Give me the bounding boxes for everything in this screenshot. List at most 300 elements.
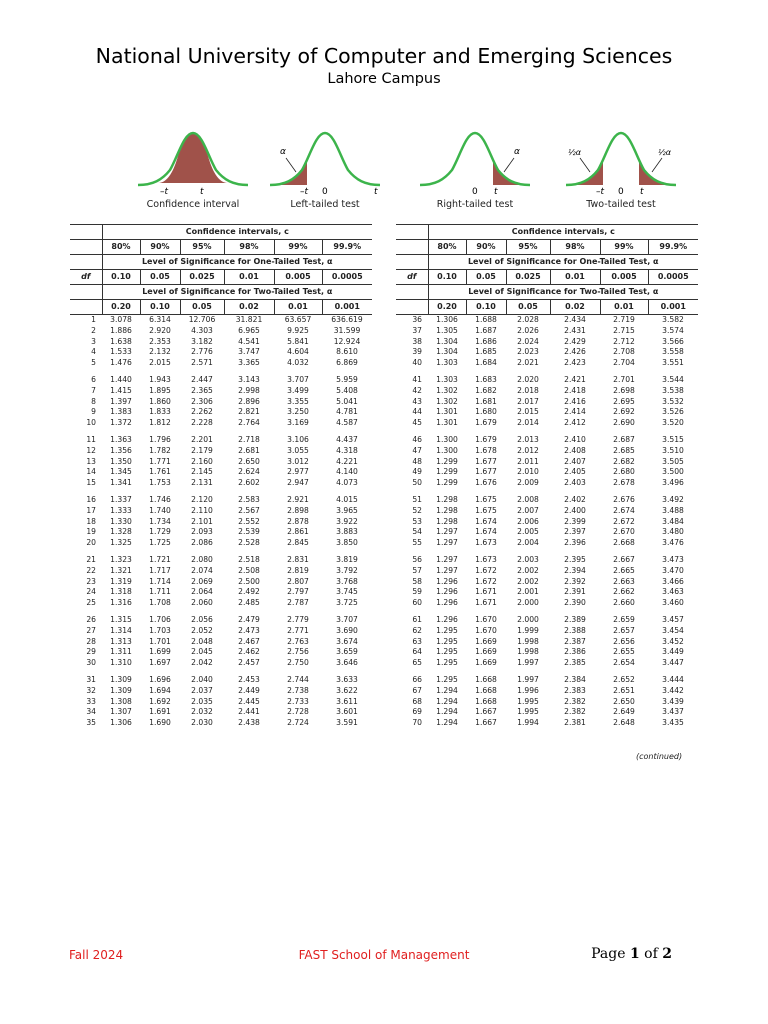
critical-value-cell: 1.321: [110, 565, 132, 575]
table-row: [396, 577, 698, 588]
critical-value-cell: 1.708: [149, 598, 171, 608]
critical-value-cell: 1.998: [517, 636, 539, 646]
confidence-level: 80%: [102, 240, 140, 255]
footer-term: Fall 2024: [69, 948, 124, 962]
df-cell: 44: [412, 407, 422, 417]
t-table-left: [70, 224, 372, 729]
critical-value-cell: 3.538: [662, 385, 684, 395]
critical-value-cell: 2.400: [564, 505, 586, 515]
df-cell: 66: [412, 674, 422, 684]
critical-value-cell: 3.457: [662, 614, 684, 624]
critical-value-cell: 1.297: [436, 538, 458, 548]
critical-value-cell: 2.426: [564, 347, 586, 357]
critical-value-cell: 1.771: [149, 456, 171, 466]
critical-value-cell: 2.756: [287, 647, 309, 657]
df-cell: 20: [86, 538, 96, 548]
df-cell: 12: [86, 445, 96, 455]
critical-value-cell: 3.505: [662, 456, 684, 466]
left-tailed-caption: Left-tailed test: [290, 199, 360, 210]
df-cell: 27: [86, 625, 96, 635]
critical-value-cell: 5.959: [336, 374, 358, 384]
df-cell: 9: [91, 407, 96, 417]
table-row: [70, 337, 372, 348]
critical-value-cell: 1.304: [436, 336, 458, 346]
critical-value-cell: 3.437: [662, 707, 684, 717]
table-row: [70, 489, 372, 506]
critical-value-cell: 2.069: [191, 576, 213, 586]
left-tailed-curve: [270, 128, 380, 210]
table-row: [70, 566, 372, 577]
critical-value-cell: 1.297: [436, 554, 458, 564]
critical-value-cell: 1.307: [110, 707, 132, 717]
critical-value-cell: 9.925: [287, 325, 309, 335]
df-cell: 68: [412, 696, 422, 706]
critical-value-cell: 1.677: [475, 467, 497, 477]
critical-value-cell: 3.659: [336, 647, 358, 657]
critical-value-cell: 2.396: [564, 538, 586, 548]
critical-value-cell: 1.350: [110, 456, 132, 466]
critical-value-cell: 1.668: [475, 685, 497, 695]
critical-value-cell: 2.462: [238, 647, 260, 657]
df-cell: 60: [412, 598, 422, 608]
critical-value-cell: 2.682: [613, 456, 635, 466]
critical-value-cell: 1.999: [517, 625, 539, 635]
critical-value-cell: 2.434: [564, 315, 586, 324]
df-cell: 37: [412, 325, 422, 335]
page-prefix: Page: [591, 946, 630, 962]
critical-value-cell: 1.682: [475, 385, 497, 395]
central-shaded-area: [158, 133, 228, 183]
critical-value-cell: 1.711: [149, 587, 171, 597]
critical-value-cell: 1.680: [475, 407, 497, 417]
critical-value-cell: 2.845: [287, 538, 309, 548]
critical-value-cell: 2.670: [613, 527, 635, 537]
two-tailed-title: Level of Significance for Two-Tailed Test, α: [428, 285, 698, 300]
critical-value-cell: 1.300: [436, 434, 458, 444]
critical-value-cell: 3.452: [662, 636, 684, 646]
critical-value-cell: 2.402: [564, 494, 586, 504]
df-cell: 22: [86, 565, 96, 575]
table-row: [396, 669, 698, 686]
critical-value-cell: 2.382: [564, 707, 586, 717]
critical-value-cell: 4.437: [336, 434, 358, 444]
table-row: [70, 506, 372, 517]
one-tailed-value: 0.0005: [322, 270, 372, 285]
table-row: [70, 418, 372, 429]
table-row: [396, 418, 698, 429]
table-row: [70, 407, 372, 418]
critical-value-cell: 2.042: [191, 658, 213, 668]
table-row: [396, 626, 698, 637]
table-row: [70, 577, 372, 588]
critical-value-cell: 2.035: [191, 696, 213, 706]
critical-value-cell: 1.302: [436, 396, 458, 406]
df-cell: 15: [86, 478, 96, 488]
critical-value-cell: 1.667: [475, 707, 497, 717]
df-cell: 55: [412, 538, 422, 548]
critical-value-cell: 1.943: [149, 374, 171, 384]
table-row: [70, 446, 372, 457]
critical-value-cell: 1.301: [436, 418, 458, 428]
df-cell: 7: [91, 385, 96, 395]
critical-value-cell: 1.683: [475, 374, 497, 384]
critical-value-cell: 4.221: [336, 456, 358, 466]
table-row: [396, 429, 698, 446]
critical-value-cell: 1.669: [475, 636, 497, 646]
critical-value-cell: 2.410: [564, 434, 586, 444]
critical-value-cell: 3.582: [662, 315, 684, 324]
critical-value-cell: 2.819: [287, 565, 309, 575]
critical-value-cell: 2.004: [517, 538, 539, 548]
neg-t-label: –t: [300, 187, 309, 197]
critical-value-cell: 2.457: [238, 658, 260, 668]
critical-value-cell: 1.684: [475, 358, 497, 368]
critical-value-cell: 1.372: [110, 418, 132, 428]
critical-value-cell: 2.667: [613, 554, 635, 564]
critical-value-cell: 3.532: [662, 396, 684, 406]
critical-value-cell: 1.995: [517, 696, 539, 706]
t-label: t: [374, 187, 378, 197]
critical-value-cell: 2.831: [287, 554, 309, 564]
table-row: [396, 446, 698, 457]
critical-value-cell: 2.015: [149, 358, 171, 368]
confidence-level: 80%: [428, 240, 466, 255]
critical-value-cell: 4.073: [336, 478, 358, 488]
critical-value-cell: 2.485: [238, 598, 260, 608]
df-cell: 63: [412, 636, 422, 646]
critical-value-cell: 1.746: [149, 494, 171, 504]
critical-value-cell: 1.672: [475, 576, 497, 586]
critical-value-cell: 3.633: [336, 674, 358, 684]
critical-value-cell: 1.669: [475, 658, 497, 668]
critical-value-cell: 4.781: [336, 407, 358, 417]
critical-value-cell: 3.143: [238, 374, 260, 384]
critical-value-cell: 2.659: [613, 614, 635, 624]
critical-value-cell: 2.381: [564, 718, 586, 728]
critical-value-cell: 3.544: [662, 374, 684, 384]
df-cell: 8: [91, 396, 96, 406]
critical-value-cell: 1.297: [436, 565, 458, 575]
critical-value-cell: 3.499: [287, 385, 309, 395]
critical-value-cell: 2.014: [517, 418, 539, 428]
critical-value-cell: 2.648: [613, 718, 635, 728]
confidence-level: 99.9%: [322, 240, 372, 255]
critical-value-cell: 1.638: [110, 336, 132, 346]
table-row: [396, 386, 698, 397]
confidence-level: 99.9%: [648, 240, 698, 255]
critical-value-cell: 3.055: [287, 445, 309, 455]
critical-value-cell: 2.447: [191, 374, 213, 384]
critical-value-cell: 1.306: [110, 718, 132, 728]
table-row: [396, 489, 698, 506]
one-tailed-value: 0.005: [274, 270, 322, 285]
critical-value-cell: 2.528: [238, 538, 260, 548]
critical-value-cell: 1.761: [149, 467, 171, 477]
page-number: [591, 946, 672, 962]
critical-value-cell: 2.787: [287, 598, 309, 608]
df-cell: 26: [86, 614, 96, 624]
critical-value-cell: 1.678: [475, 445, 497, 455]
neg-t-label: –t: [160, 187, 169, 197]
critical-value-cell: 2.101: [191, 516, 213, 526]
table-row: [396, 549, 698, 566]
critical-value-cell: 2.012: [517, 445, 539, 455]
critical-value-cell: 3.591: [336, 718, 358, 728]
critical-value-cell: 1.691: [149, 707, 171, 717]
critical-value-cell: 1.314: [110, 625, 132, 635]
critical-value-cell: 2.690: [613, 418, 635, 428]
critical-value-cell: 1.316: [110, 598, 132, 608]
critical-value-cell: 3.355: [287, 396, 309, 406]
critical-value-cell: 2.002: [517, 565, 539, 575]
critical-value-cell: 1.673: [475, 538, 497, 548]
critical-value-cell: 2.382: [564, 696, 586, 706]
confidence-level: 95%: [506, 240, 550, 255]
two-tailed-value: 0.05: [180, 300, 224, 315]
critical-value-cell: 2.145: [191, 467, 213, 477]
df-cell: 65: [412, 658, 422, 668]
critical-value-cell: 2.680: [613, 467, 635, 477]
critical-value-cell: 1.298: [436, 516, 458, 526]
critical-value-cell: 3.476: [662, 538, 684, 548]
df-cell: 42: [412, 385, 422, 395]
critical-value-cell: 2.160: [191, 456, 213, 466]
critical-value-cell: 2.438: [238, 718, 260, 728]
critical-value-cell: 1.672: [475, 565, 497, 575]
critical-value-cell: 1.304: [436, 347, 458, 357]
critical-value-cell: 2.018: [517, 385, 539, 395]
normal-curve-line: [566, 133, 676, 185]
page-current: 1: [629, 946, 640, 962]
critical-value-cell: 31.599: [333, 325, 361, 335]
critical-value-cell: 3.492: [662, 494, 684, 504]
critical-value-cell: 1.697: [149, 658, 171, 668]
critical-value-cell: 4.140: [336, 467, 358, 477]
critical-value-cell: 2.571: [191, 358, 213, 368]
critical-value-cell: 1.302: [436, 385, 458, 395]
one-tailed-title: Level of Significance for One-Tailed Test, α: [428, 255, 698, 270]
critical-value-cell: 3.449: [662, 647, 684, 657]
critical-value-cell: 2.898: [287, 505, 309, 515]
confidence-level: 99%: [600, 240, 648, 255]
confidence-level: 99%: [274, 240, 322, 255]
df-cell: 21: [86, 554, 96, 564]
two-tailed-value: 0.10: [140, 300, 180, 315]
critical-value-cell: 2.698: [613, 385, 635, 395]
critical-value-cell: 2.701: [613, 374, 635, 384]
neg-t-label: –t: [596, 187, 605, 197]
critical-value-cell: 2.015: [517, 407, 539, 417]
critical-value-cell: 6.869: [336, 358, 358, 368]
critical-value-cell: 2.650: [613, 696, 635, 706]
critical-value-cell: 2.467: [238, 636, 260, 646]
table-row: [396, 467, 698, 478]
critical-value-cell: 3.466: [662, 576, 684, 586]
critical-value-cell: 1.440: [110, 374, 132, 384]
critical-value-cell: 3.725: [336, 598, 358, 608]
critical-value-cell: 2.695: [613, 396, 635, 406]
critical-value-cell: 1.995: [517, 707, 539, 717]
critical-value-cell: 2.390: [564, 598, 586, 608]
critical-value-cell: 1.356: [110, 445, 132, 455]
page-subtitle: Lahore Campus: [327, 71, 441, 87]
critical-value-cell: 2.394: [564, 565, 586, 575]
critical-value-cell: 1.860: [149, 396, 171, 406]
df-cell: 30: [86, 658, 96, 668]
critical-value-cell: 1.296: [436, 576, 458, 586]
critical-value-cell: 1.679: [475, 418, 497, 428]
df-cell: 45: [412, 418, 422, 428]
critical-value-cell: 2.552: [238, 516, 260, 526]
critical-value-cell: 2.668: [613, 538, 635, 548]
t-table-left-body: [70, 315, 372, 729]
critical-value-cell: 3.500: [662, 467, 684, 477]
critical-value-cell: 1.294: [436, 718, 458, 728]
critical-value-cell: 2.179: [191, 445, 213, 455]
critical-value-cell: 2.000: [517, 598, 539, 608]
critical-value-cell: 2.807: [287, 576, 309, 586]
table-row: [70, 527, 372, 538]
two-tailed-value: 0.02: [224, 300, 274, 315]
critical-value-cell: 2.365: [191, 385, 213, 395]
critical-value-cell: 2.030: [191, 718, 213, 728]
t-label: t: [494, 187, 498, 197]
table-row: [70, 549, 372, 566]
critical-value-cell: 1.994: [517, 718, 539, 728]
one-tailed-value: 0.01: [550, 270, 600, 285]
critical-value-cell: 2.399: [564, 516, 586, 526]
critical-value-cell: 1.670: [475, 625, 497, 635]
critical-value-cell: 3.850: [336, 538, 358, 548]
critical-value-cell: 1.296: [436, 598, 458, 608]
table-row: [70, 478, 372, 489]
critical-value-cell: 2.037: [191, 685, 213, 695]
df-cell: 69: [412, 707, 422, 717]
df-cell: 54: [412, 527, 422, 537]
critical-value-cell: 1.668: [475, 674, 497, 684]
critical-value-cell: 2.998: [238, 385, 260, 395]
critical-value-cell: 1.740: [149, 505, 171, 515]
critical-value-cell: 2.724: [287, 718, 309, 728]
critical-value-cell: 2.003: [517, 554, 539, 564]
critical-value-cell: 2.567: [238, 505, 260, 515]
table-row: [70, 457, 372, 468]
df-cell: 29: [86, 647, 96, 657]
critical-value-cell: 2.052: [191, 625, 213, 635]
table-row: [396, 527, 698, 538]
critical-value-cell: 2.712: [613, 336, 635, 346]
critical-value-cell: 1.319: [110, 576, 132, 586]
critical-value-cell: 2.685: [613, 445, 635, 455]
critical-value-cell: 2.005: [517, 527, 539, 537]
table-row: [396, 598, 698, 609]
df-cell: 56: [412, 554, 422, 564]
critical-value-cell: 2.262: [191, 407, 213, 417]
critical-value-cell: 3.250: [287, 407, 309, 417]
confidence-level: 90%: [140, 240, 180, 255]
critical-value-cell: 1.383: [110, 407, 132, 417]
critical-value-cell: 2.060: [191, 598, 213, 608]
t-table-right-body: [396, 315, 698, 729]
critical-value-cell: 2.797: [287, 587, 309, 597]
table-row: [396, 407, 698, 418]
critical-value-cell: 2.013: [517, 434, 539, 444]
critical-value-cell: 2.056: [191, 614, 213, 624]
df-cell: 10: [86, 418, 96, 428]
df-cell: 38: [412, 336, 422, 346]
critical-value-cell: 3.792: [336, 565, 358, 575]
table-row: [396, 315, 698, 326]
critical-value-cell: 2.389: [564, 614, 586, 624]
table-row: [396, 718, 698, 729]
critical-value-cell: 1.333: [110, 505, 132, 515]
critical-value-cell: 1.725: [149, 538, 171, 548]
critical-value-cell: 2.744: [287, 674, 309, 684]
critical-value-cell: 2.032: [191, 707, 213, 717]
critical-value-cell: 1.295: [436, 625, 458, 635]
critical-value-cell: 2.086: [191, 538, 213, 548]
two-tailed-value: 0.001: [648, 300, 698, 315]
critical-value-cell: 2.947: [287, 478, 309, 488]
critical-value-cell: 1.997: [517, 658, 539, 668]
critical-value-cell: 8.610: [336, 347, 358, 357]
table-row: [396, 647, 698, 658]
table-row: [396, 566, 698, 577]
confidence-intervals-title: Confidence intervals, c: [428, 225, 698, 240]
critical-value-cell: 2.681: [238, 445, 260, 455]
critical-value-cell: 1.311: [110, 647, 132, 657]
table-row: [70, 598, 372, 609]
critical-value-cell: 3.707: [287, 374, 309, 384]
critical-value-cell: 12.924: [333, 336, 361, 346]
critical-value-cell: 2.718: [238, 434, 260, 444]
confidence-level: 98%: [224, 240, 274, 255]
df-cell: 59: [412, 587, 422, 597]
critical-value-cell: 1.782: [149, 445, 171, 455]
table-row: [70, 686, 372, 697]
critical-value-cell: 1.299: [436, 456, 458, 466]
df-cell: 39: [412, 347, 422, 357]
critical-value-cell: 2.423: [564, 358, 586, 368]
critical-value-cell: 1.717: [149, 565, 171, 575]
critical-value-cell: 2.896: [238, 396, 260, 406]
critical-value-cell: 3.442: [662, 685, 684, 695]
left-tailed-figure: [270, 128, 380, 197]
df-cell: 6: [91, 374, 96, 384]
one-tailed-value: 0.005: [600, 270, 648, 285]
table-row: [70, 718, 372, 729]
t-label: t: [200, 187, 204, 197]
critical-value-cell: 1.325: [110, 538, 132, 548]
critical-value-cell: 2.920: [149, 325, 171, 335]
table-row: [70, 358, 372, 369]
critical-value-cell: 2.660: [613, 598, 635, 608]
footer-school: FAST School of Management: [298, 948, 470, 962]
critical-value-cell: 1.296: [436, 587, 458, 597]
critical-value-cell: 2.861: [287, 527, 309, 537]
critical-value-cell: 2.453: [238, 674, 260, 684]
critical-value-cell: 2.028: [517, 315, 539, 324]
df-cell: 28: [86, 636, 96, 646]
critical-value-cell: 2.779: [287, 614, 309, 624]
one-tailed-value: 0.025: [180, 270, 224, 285]
confidence-intervals-title: Confidence intervals, c: [102, 225, 372, 240]
critical-value-cell: 3.182: [191, 336, 213, 346]
table-row: [70, 467, 372, 478]
critical-value-cell: 2.001: [517, 587, 539, 597]
critical-value-cell: 2.678: [613, 478, 635, 488]
right-tailed-figure: [420, 128, 530, 197]
